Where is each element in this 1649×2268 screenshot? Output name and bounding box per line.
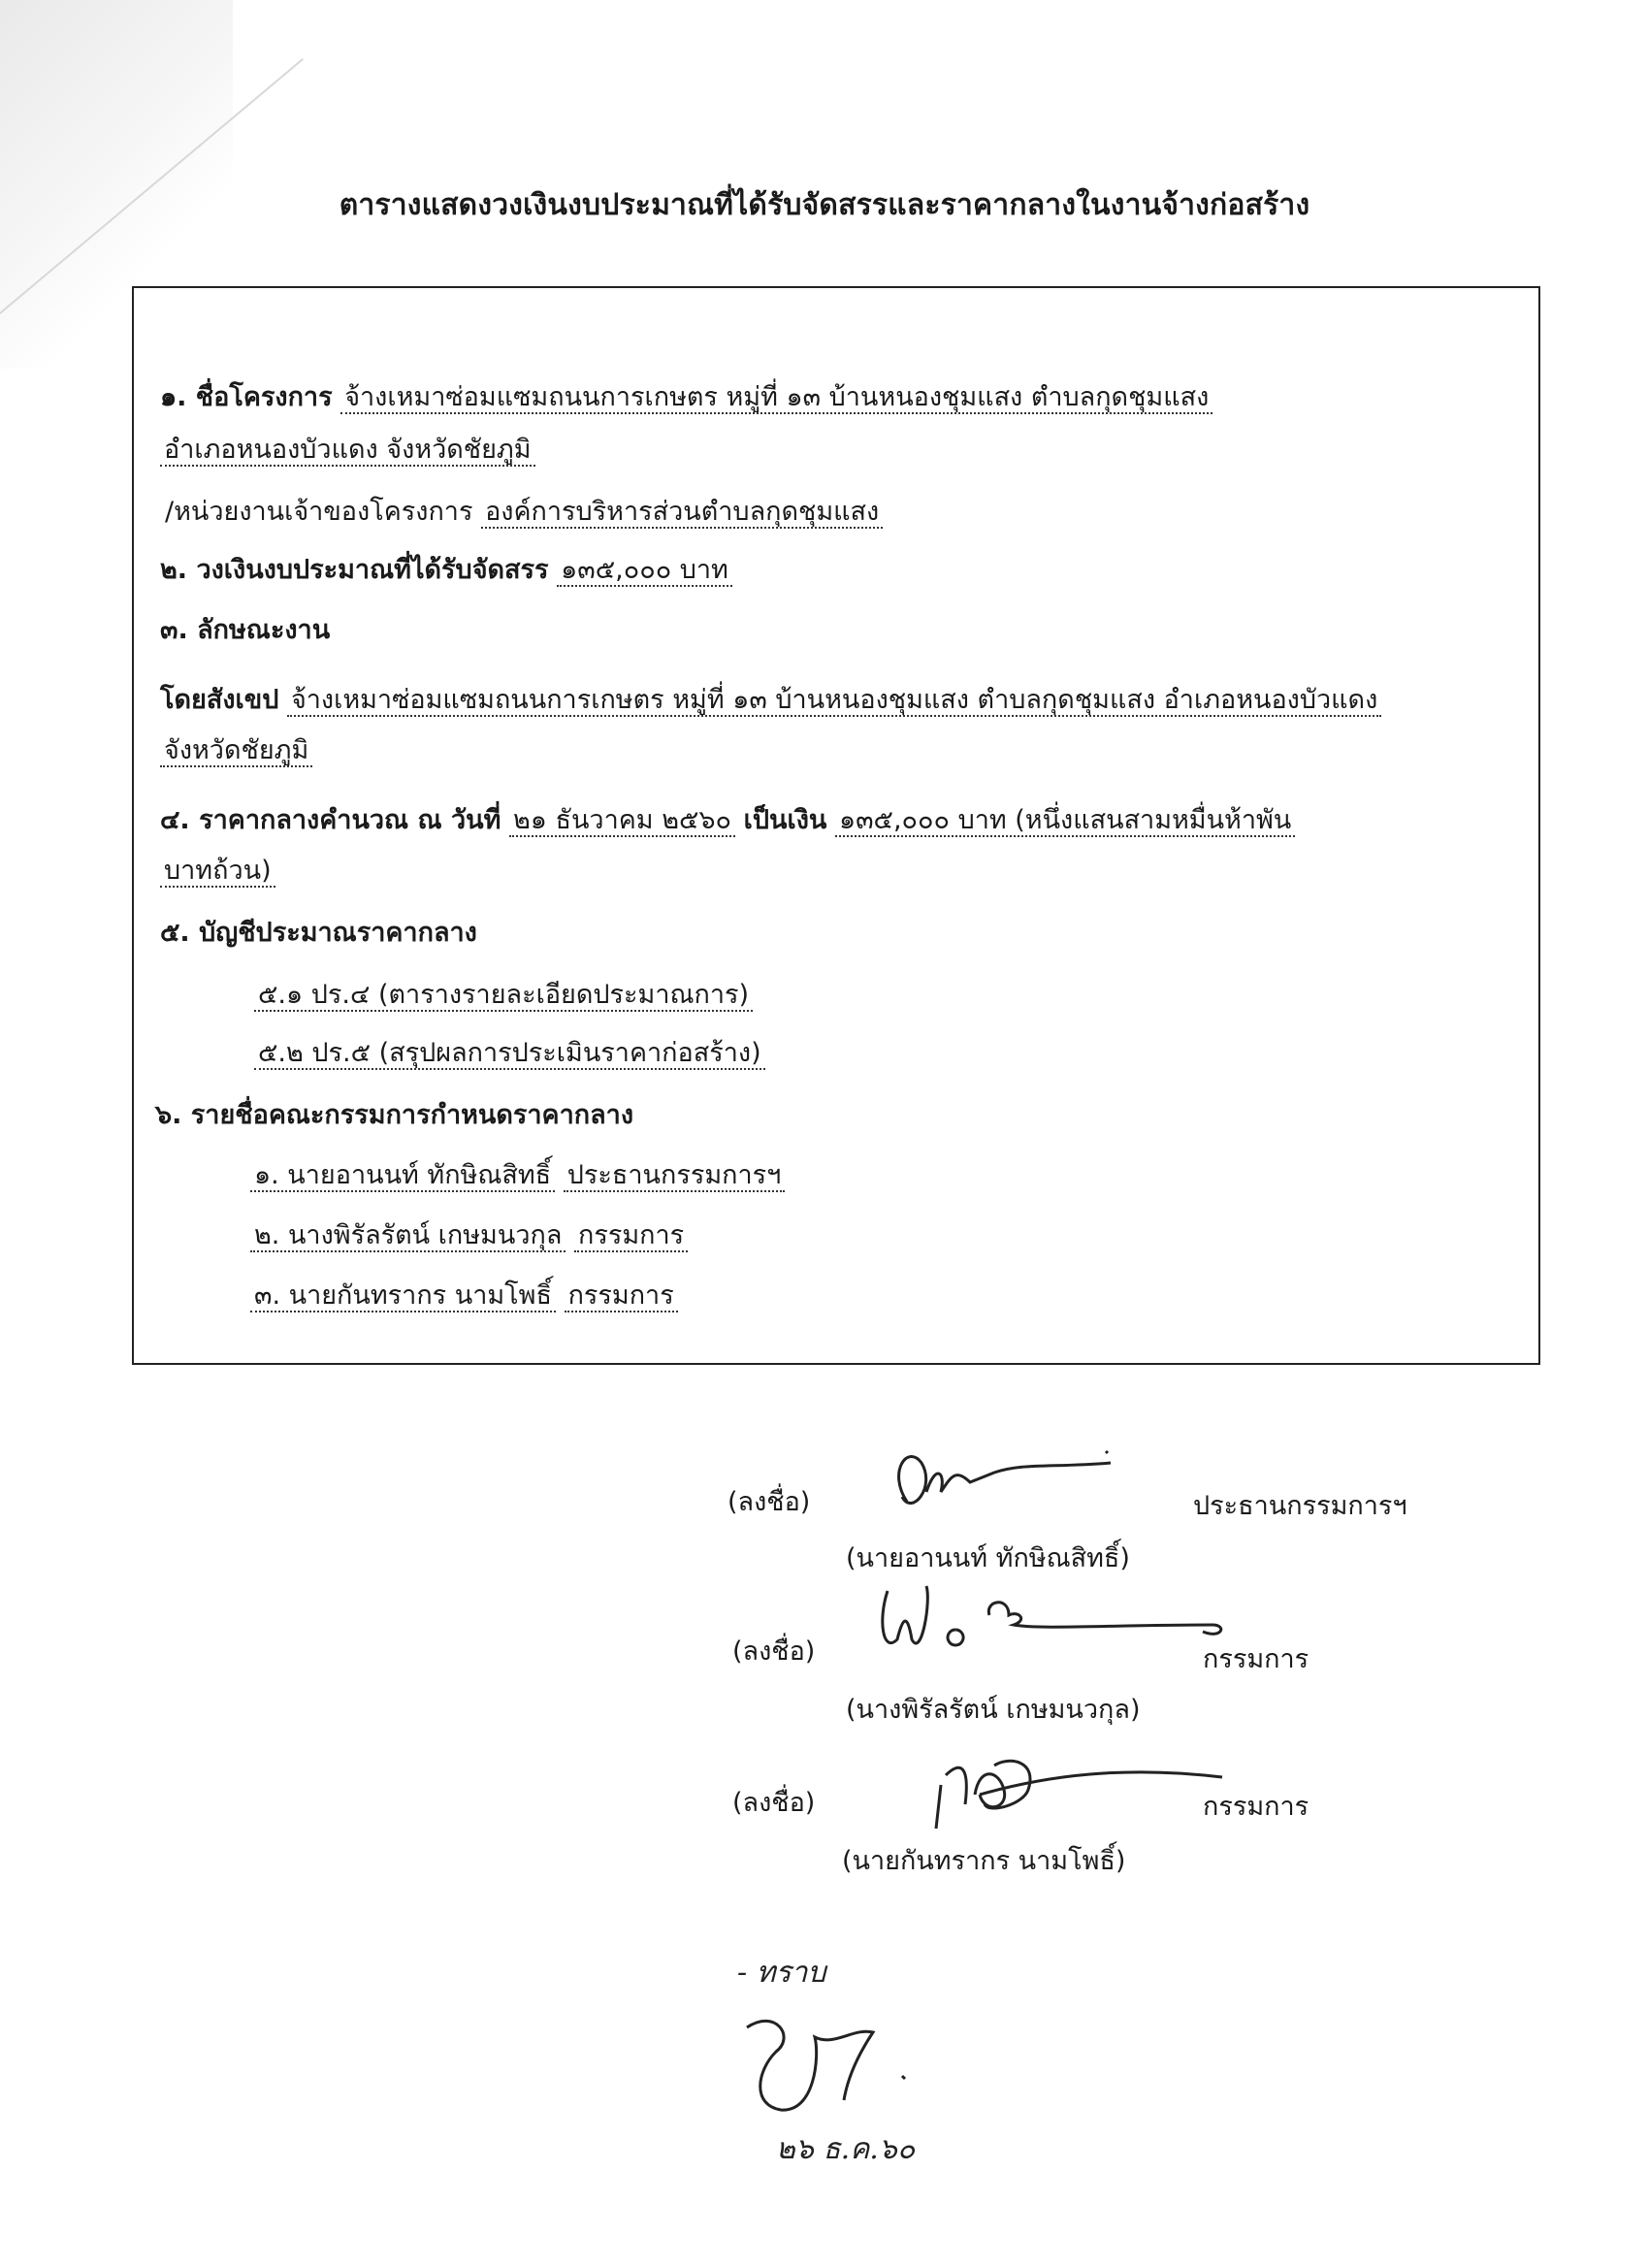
item3-summary-label: โดยสังเขป	[160, 685, 279, 715]
item1-row	[160, 382, 1212, 413]
item4-amount-label: เป็นเงิน	[743, 805, 827, 835]
item5-sub2: ๕.๒ ปร.๕ (สรุปผลการประเมินราคาก่อสร้าง)	[254, 1038, 765, 1070]
committee-member-name: ๑. นายอานนท์ ทักษิณสิทธิ์	[250, 1160, 555, 1192]
handwritten-initials	[737, 1998, 989, 2124]
handwritten-date: ๒๖ ธ.ค.๖๐	[776, 2132, 916, 2166]
item3-summary-line1: จ้างเหมาซ่อมแซมถนนการเกษตร หมู่ที่ ๑๓ บ้านหนองชุมแสง ตำบลกุดชุมแสง อำเภอหนองบัวแดง	[287, 685, 1381, 717]
item4-date: ๒๑ ธันวาคม ๒๕๖๐	[509, 805, 735, 837]
committee-member-name: ๓. นายกันทรากร นามโพธิ์	[250, 1280, 556, 1312]
item2-value: ๑๓๕,๐๐๐ บาท	[557, 555, 732, 587]
item3-summary-row	[160, 685, 1381, 716]
item1-label: ๑. ชื่อโครงการ	[160, 382, 333, 412]
item3-summary-row2	[160, 735, 312, 766]
signature-role: ประธานกรรมการฯ	[1193, 1491, 1407, 1521]
committee-member-name: ๒. นางพิรัลรัตน์ เกษมนวกุล	[250, 1220, 566, 1252]
item1-row2	[160, 435, 535, 466]
document-title: ตารางแสดงวงเงินงบประมาณที่ได้รับจัดสรรและราคากลางในงานจ้างก่อสร้าง	[339, 188, 1310, 222]
committee-member-row	[250, 1160, 785, 1191]
item1-value-line1: จ้างเหมาซ่อมแซมถนนการเกษตร หมู่ที่ ๑๓ บ้านหนองชุมแสง ตำบลกุดชุมแสง	[340, 382, 1212, 414]
signature-role: กรรมการ	[1203, 1644, 1310, 1674]
signature-chairman	[878, 1434, 1130, 1540]
item6-row	[155, 1100, 633, 1131]
signature-name: (นายอานนท์ ทักษิณสิทธิ์)	[846, 1543, 1130, 1573]
committee-member-role: ประธานกรรมการฯ	[564, 1160, 786, 1192]
item4-amount-cont: บาทถ้วน)	[160, 856, 275, 888]
item5-row	[160, 918, 477, 949]
signature-name: (นางพิรัลรัตน์ เกษมนวกุล)	[846, 1695, 1141, 1725]
signature-member-2	[931, 1736, 1232, 1843]
item2-row	[160, 555, 732, 586]
item4-amount: ๑๓๕,๐๐๐ บาท (หนึ่งแสนสามหมื่นห้าพัน	[835, 805, 1295, 837]
item4-row2	[160, 856, 275, 887]
item1-owner-value: องค์การบริหารส่วนตำบลกุดชุมแสง	[481, 497, 883, 529]
item3-summary-line2: จังหวัดชัยภูมิ	[160, 735, 312, 767]
item5-sub1-row	[254, 980, 753, 1011]
item3-row	[160, 615, 330, 646]
item1-value-line2: อำเภอหนองบัวแดง จังหวัดชัยภูมิ	[160, 435, 535, 467]
committee-member-row	[250, 1220, 688, 1251]
signature-label: (ลงชื่อ)	[732, 1788, 816, 1818]
committee-member-role: กรรมการ	[574, 1220, 688, 1252]
item3-label: ๓. ลักษณะงาน	[160, 615, 331, 645]
item4-row	[160, 805, 1295, 836]
handwritten-note: - ทราบ	[737, 1956, 826, 1990]
item2-label: ๒. วงเงินงบประมาณที่ได้รับจัดสรร	[160, 555, 549, 585]
item1-owner-row	[165, 497, 883, 528]
signature-role: กรรมการ	[1203, 1792, 1310, 1822]
item5-sub2-row	[254, 1038, 765, 1069]
signature-label: (ลงชื่อ)	[728, 1487, 811, 1517]
item5-sub1: ๕.๑ ปร.๔ (ตารางรายละเอียดประมาณการ)	[254, 980, 753, 1012]
item5-label: ๕. บัญชีประมาณราคากลาง	[160, 918, 477, 948]
item6-label: ๖. รายชื่อคณะกรรมการกำหนดราคากลาง	[155, 1100, 634, 1130]
item4-label: ๔. ราคากลางคำนวณ ณ วันที่	[160, 805, 501, 835]
signature-label: (ลงชื่อ)	[732, 1636, 816, 1667]
committee-member-row	[250, 1280, 678, 1312]
signature-name: (นายกันทรากร นามโพธิ์)	[842, 1846, 1126, 1876]
item1-owner-label: /หน่วยงานเจ้าของโครงการ	[165, 497, 473, 527]
committee-member-role: กรรมการ	[565, 1280, 678, 1312]
